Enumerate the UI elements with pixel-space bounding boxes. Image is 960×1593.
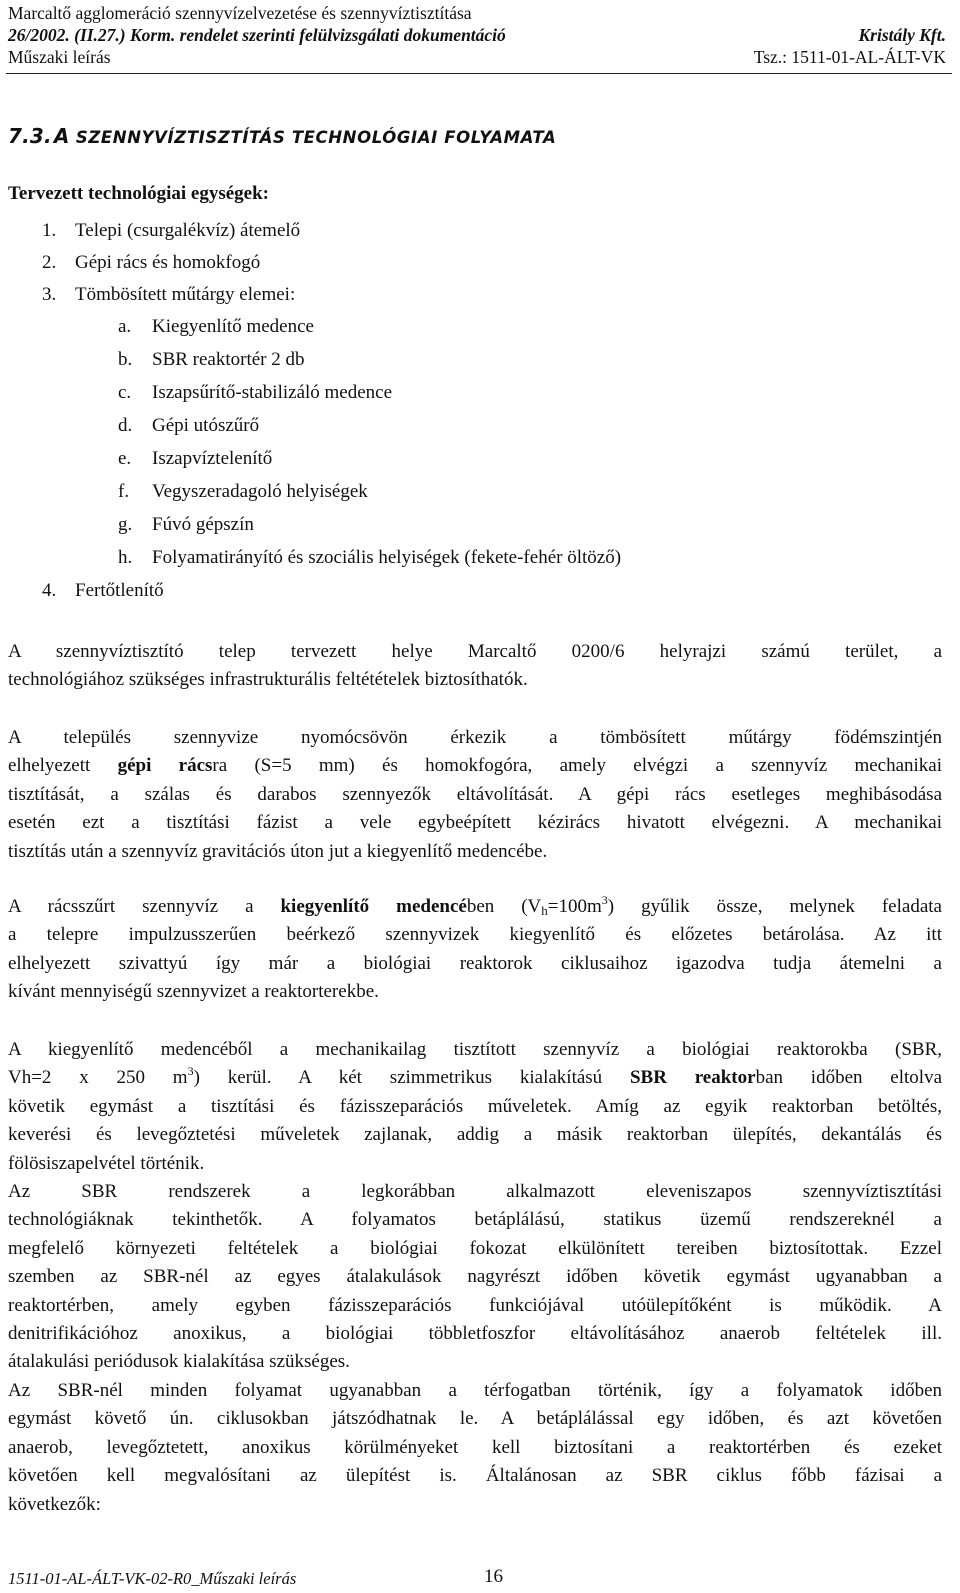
list-item-letter: c. xyxy=(118,382,132,403)
paragraph-line: kívánt mennyiségű szennyvizet a reaktorterekbe. xyxy=(8,981,379,1003)
paragraph-line: reaktortérben, amely egyben fázisszeparációs funkciójával utóülepítőként is működik. A xyxy=(8,1294,942,1316)
list-item-letter: e. xyxy=(118,448,132,469)
paragraph-line: fölösiszapelvétel történik. xyxy=(8,1152,205,1174)
paragraph-line xyxy=(8,752,942,780)
paragraph-line: átalakulási periódusok kialakítása szükséges. xyxy=(8,1351,350,1373)
list-item-letter: a. xyxy=(118,316,132,337)
paragraph-line: szemben az SBR-nél az egyes átalakulások nagyrészt időben követik egymást ugyanabban a xyxy=(8,1266,942,1288)
paragraph-line: denitrifikációhoz anoxikus, a biológiai többletfoszfor eltávolításához anaerob feltételek ill. xyxy=(8,1323,942,1345)
paragraph-line: A kiegyenlítő medencéből a mechanikailag tisztított szennyvíz a biológiai reaktorokba (SBR, xyxy=(8,1039,942,1060)
paragraph-site-location xyxy=(8,638,942,695)
list-item-text: Iszapsűrítő-stabilizáló medence xyxy=(152,382,393,403)
section-title: SZENNYVÍZTISZTÍTÁS TECHNOLÓGIAI FOLYAMATA xyxy=(69,128,557,147)
list-subitem xyxy=(118,414,259,438)
paragraph-line: technológiához szükséges infrastrukturális feltétételek biztosíthatók. xyxy=(8,669,528,691)
list-item-text: Iszapvíztelenítő xyxy=(152,448,273,469)
list-item-text: Folyamatirányító és szociális helyiségek (fekete-fehér öltöző) xyxy=(152,547,622,568)
list-item-number: 4. xyxy=(42,580,57,601)
page-number: 16 xyxy=(484,1566,503,1587)
list-item-letter: b. xyxy=(118,349,133,370)
paragraph-line: Az SBR rendszerek a legkorábban alkalmazott eleveniszapos szennyvíztisztítási xyxy=(8,1181,942,1203)
list-subitem xyxy=(118,546,621,570)
subscript: h xyxy=(541,903,548,918)
text-run: =100m xyxy=(547,896,602,917)
list-item xyxy=(42,579,164,603)
planned-units-heading: Tervezett technológiai egységek: xyxy=(8,183,269,204)
list-item-text: Gépi rács és homokfogó xyxy=(75,252,261,273)
list-subitem xyxy=(118,447,272,471)
paragraph-line: tisztítását, a szálas és darabos szennyezők eltávolítását. A gépi rács esetleges meghibásodása xyxy=(8,783,942,805)
list-item-text: Fertőtlenítő xyxy=(75,580,164,601)
paragraph-line: keverési és levegőztetési műveletek zajlanak, addig a másik reaktorban ülepítés, dekantálás és xyxy=(8,1124,942,1146)
header-company: Kristály Kft. xyxy=(858,25,946,45)
text-run: Vh=2 x 250 m xyxy=(8,1067,188,1089)
list-item-text: Vegyszeradagoló helyiségek xyxy=(152,481,368,502)
list-item xyxy=(42,251,260,275)
text-run: ) gyűlik össze, melynek feladata xyxy=(607,896,942,917)
text-run: elhelyezett xyxy=(8,755,118,777)
section-title-first: A xyxy=(53,124,70,148)
paragraph-line: A település szennyvize nyomócsövön érkezik a tömbösített műtárgy födémszintjén xyxy=(8,727,942,748)
paragraph-line: a telepre impulzusszerűen beérkező szennyvizek kiegyenlítő és előzetes betárolása. Az itt xyxy=(8,924,942,946)
list-subitem xyxy=(118,480,368,504)
text-run: ben (V xyxy=(466,896,542,917)
list-item-text: SBR reaktortér 2 db xyxy=(152,349,305,370)
bold-term-equalization-tank: kiegyenlítő medencé xyxy=(280,896,467,917)
text-run: ra (S=5 mm) és homokfogóra, amely elvégzi a szennyvíz mechanikai xyxy=(212,755,943,777)
text-run: A rácsszűrt szennyvíz a xyxy=(8,896,281,917)
list-item-letter: f. xyxy=(118,481,130,502)
section-heading xyxy=(8,124,556,148)
list-item-text: Tömbösített műtárgy elemei: xyxy=(75,284,296,305)
bold-term-screen: gépi rács xyxy=(117,755,213,777)
list-item xyxy=(42,219,300,243)
list-item-number: 3. xyxy=(42,284,57,305)
paragraph-line: egymást követő ún. ciklusokban játszódhatnak le. A betáplálással egy időben, és azt követően xyxy=(8,1408,942,1430)
paragraph-line: A szennyvíztisztító telep tervezett helye Marcaltő 0200/6 helyrajzi számú terület, a xyxy=(8,641,942,662)
bold-term-sbr-reactor: SBR reaktor xyxy=(629,1067,756,1089)
list-item-text: Telepi (csurgalékvíz) átemelő xyxy=(75,220,301,241)
paragraph-equalization-tank xyxy=(8,893,942,1007)
list-item-letter: h. xyxy=(118,547,133,568)
paragraph-line: esetén ezt a tisztítási fázist a vele egybeépített kézirács hivatott elvégezni. A mechanikai xyxy=(8,812,942,834)
list-subitem xyxy=(118,315,314,339)
header-doc-number: Tsz.: 1511-01-AL-ÁLT-VK xyxy=(753,47,946,67)
list-subitem xyxy=(118,513,254,537)
list-item-number: 2. xyxy=(42,252,57,273)
list-item-text: Kiegyenlítő medence xyxy=(152,316,314,337)
text-run: ban időben eltolva xyxy=(755,1067,943,1089)
paragraph-line: elhelyezett szivattyú így már a biológiai reaktorok ciklusaihoz igazodva tudja átemelni a xyxy=(8,952,942,974)
list-subitem xyxy=(118,348,305,372)
header-doc-type: Műszaki leírás xyxy=(8,47,111,67)
superscript: 3 xyxy=(601,893,608,907)
superscript: 3 xyxy=(187,1064,194,1079)
paragraph-line: anaerob, levegőztetett, anoxikus körülményeket kell biztosítani a reaktortérben és ezeket xyxy=(8,1436,942,1458)
paragraph-mechanical-treatment xyxy=(8,724,942,866)
paragraph-line: technológiáknak tekinthetők. A folyamatos betáplálású, statikus üzemű rendszereknél a xyxy=(8,1209,942,1231)
list-subitem xyxy=(118,381,392,405)
header-regulation: 26/2002. (II.27.) Korm. rendelet szerinti felülvizsgálati dokumentáció xyxy=(8,25,506,45)
paragraph-sbr-reactors xyxy=(8,1036,942,1519)
list-item-letter: d. xyxy=(118,415,133,436)
header-project-title: Marcaltő agglomeráció szennyvízelvezetése és szennyvíztisztítása xyxy=(8,3,472,23)
paragraph-line xyxy=(8,1064,942,1092)
list-item-text: Fúvó gépszín xyxy=(152,514,254,535)
paragraph-line: Az SBR-nél minden folyamat ugyanabban a térfogatban történik, így a folyamatok időben xyxy=(8,1379,942,1401)
paragraph-line: követően kell megvalósítani az ülepítést is. Általánosan az SBR ciklus főbb fázisai a xyxy=(8,1465,942,1487)
paragraph-line xyxy=(8,893,942,921)
header-divider xyxy=(6,73,952,74)
list-item-letter: g. xyxy=(118,514,133,535)
paragraph-line: megfelelő környezeti feltételek a biológiai fokozat elkülönített tereiben biztosítottak. Ezzel xyxy=(8,1237,942,1259)
paragraph-line: következők: xyxy=(8,1493,101,1515)
list-item-text: Gépi utószűrő xyxy=(152,415,260,436)
text-run: ) kerül. A két szimmetrikus kialakítású xyxy=(193,1067,630,1089)
paragraph-line: követik egymást a tisztítási és fázisszeparációs műveletek. Amíg az egyik reaktorban betöltés, xyxy=(8,1095,942,1117)
list-item-number: 1. xyxy=(42,220,57,241)
list-item xyxy=(42,283,295,307)
footer-document-id: 1511-01-AL-ÁLT-VK-02-R0_Műszaki leírás xyxy=(8,1569,297,1588)
section-number: 7.3. xyxy=(8,124,52,148)
paragraph-line: tisztítás után a szennyvíz gravitációs úton jut a kiegyenlítő medencébe. xyxy=(8,840,548,862)
